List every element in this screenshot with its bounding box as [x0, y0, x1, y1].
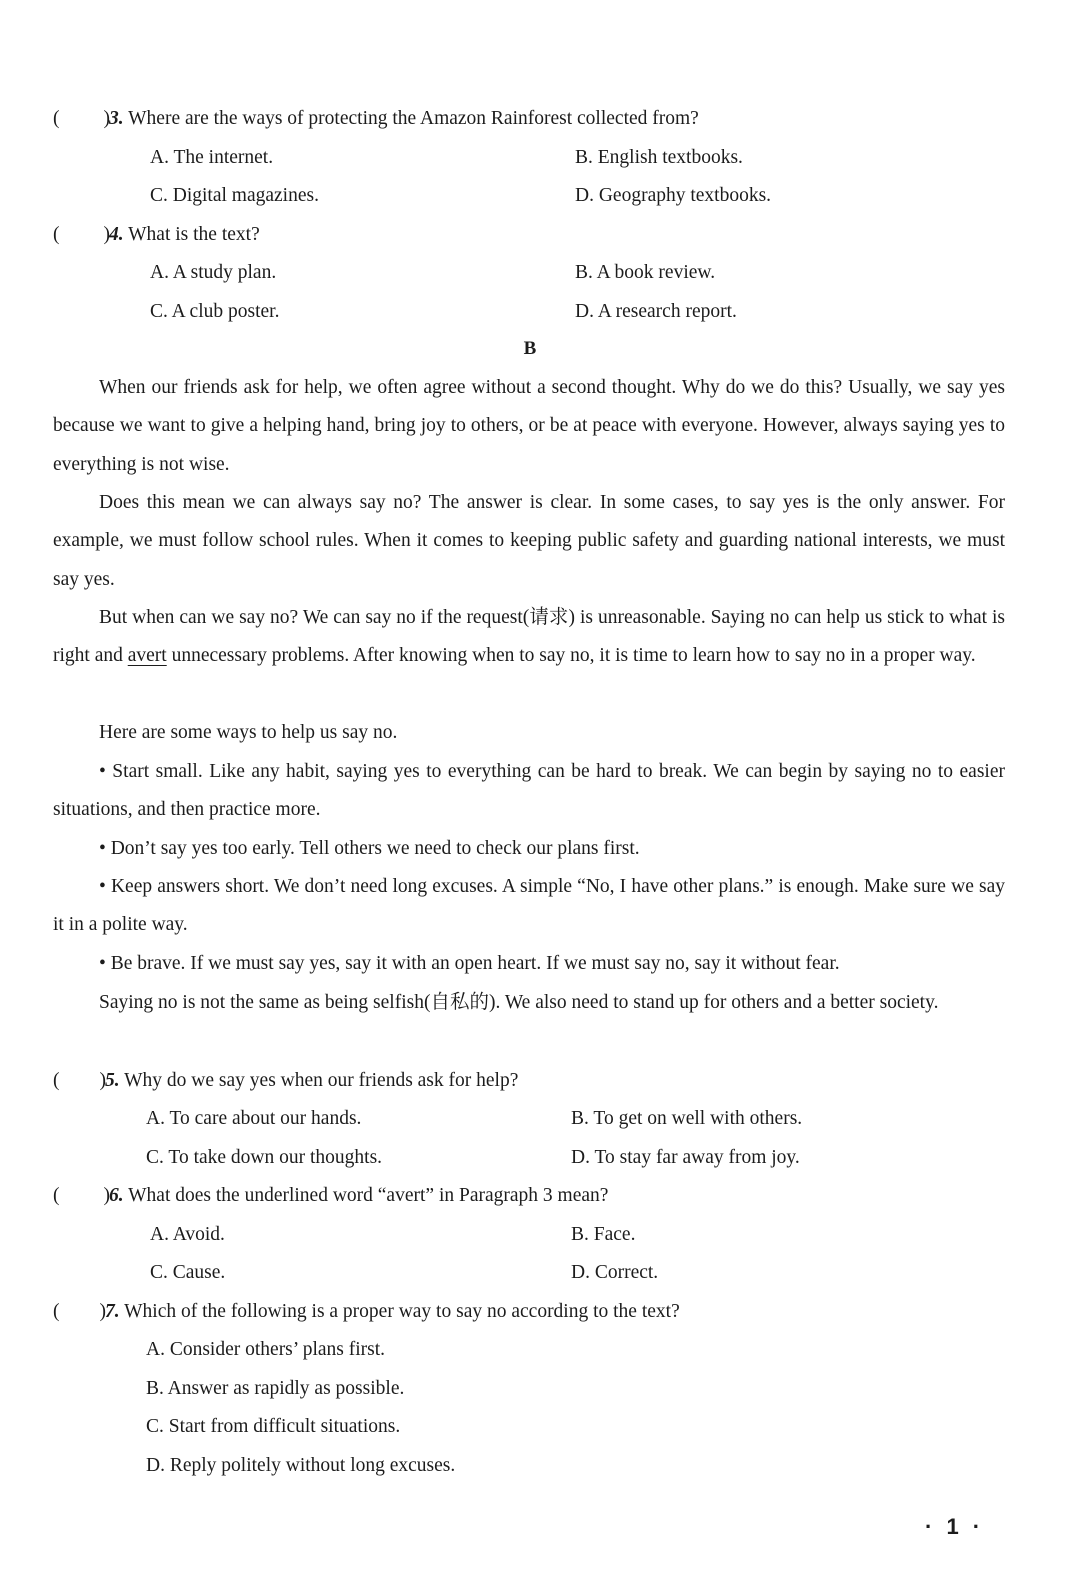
passage-paragraph-5: Saying no is not the same as being selfish(自私的). We also need to stand up for others and a better society.: [99, 992, 939, 1013]
question-4: [53, 223, 260, 247]
question-text: What does the underlined word “avert” in Paragraph 3 mean?: [123, 1185, 609, 1206]
question-3: [53, 107, 699, 131]
option-c: C. Digital magazines.: [150, 185, 319, 206]
option-d: D. A research report.: [575, 301, 737, 322]
question-7: [53, 1300, 680, 1324]
question-text: Which of the following is a proper way to say no according to the text?: [119, 1301, 680, 1322]
passage-paragraph-2: Does this mean we can always say no? The answer is clear. In some cases, to say yes is the only answer. For example, we must follow school rules. When it comes to keeping public safety and guarding national interests, we must say yes.: [53, 492, 1005, 590]
passage-paragraph-1: When our friends ask for help, we often agree without a second thought. Why do we do this? Usually, we say yes because we want to give a helping hand, bring joy to others, or be at peace with everyone. However, always saying yes to everything is not wise.: [53, 377, 1005, 475]
option-c: C. A club poster.: [150, 301, 280, 322]
option-a: A. Avoid.: [150, 1224, 225, 1245]
bullet-keep-short: • Keep answers short. We don’t need long excuses. A simple “No, I have other plans.” is enough. Make sure we say it in a polite way.: [53, 876, 1005, 936]
question-number: 7.: [105, 1301, 120, 1322]
section-label: B: [523, 338, 537, 359]
answer-blank[interactable]: ( ): [53, 1185, 110, 1206]
option-b: B. Face.: [571, 1224, 636, 1245]
question-6: [53, 1184, 608, 1208]
option-b: B. Answer as rapidly as possible.: [146, 1378, 405, 1399]
answer-blank[interactable]: ( ): [53, 108, 110, 129]
underlined-word: avert: [127, 645, 167, 667]
option-c: C. Cause.: [150, 1262, 226, 1283]
option-d: D. Geography textbooks.: [575, 185, 772, 206]
page-number: · 1 ·: [925, 1514, 985, 1539]
answer-blank[interactable]: ( ): [53, 1070, 106, 1091]
question-number: 4.: [109, 224, 124, 245]
question-text: Where are the ways of protecting the Amazon Rainforest collected from?: [123, 108, 699, 129]
option-d: D. Reply politely without long excuses.: [146, 1455, 456, 1476]
question-number: 3.: [109, 108, 124, 129]
option-a: A. To care about our hands.: [146, 1108, 362, 1129]
bullet-start-small: • Start small. Like any habit, saying yes to everything can be hard to break. We can begin by saying no to easier situations, and then practice more.: [53, 761, 1005, 821]
option-a: A. Consider others’ plans first.: [146, 1339, 386, 1360]
question-number: 6.: [109, 1185, 124, 1206]
option-d: D. To stay far away from joy.: [571, 1147, 800, 1168]
passage-paragraph-3: But when can we say no? We can say no if the request(请求) is unreasonable. Saying no can help us stick to what is right and avert unnecessary problems. After knowing when to say no, it is time to learn how to say no in a proper way.: [53, 607, 1005, 667]
answer-blank[interactable]: ( ): [53, 224, 110, 245]
answer-blank[interactable]: ( ): [53, 1301, 106, 1322]
option-c: C. To take down our thoughts.: [146, 1147, 383, 1168]
question-text: What is the text?: [123, 224, 260, 245]
option-d: D. Correct.: [571, 1262, 659, 1283]
option-b: B. A book review.: [575, 262, 716, 283]
passage-paragraph-4: Here are some ways to help us say no.: [99, 722, 398, 743]
question-number: 5.: [105, 1070, 120, 1091]
option-a: A. A study plan.: [150, 262, 277, 283]
option-c: C. Start from difficult situations.: [146, 1416, 401, 1437]
bullet-be-brave: • Be brave. If we must say yes, say it with an open heart. If we must say no, say it without fear.: [99, 953, 840, 974]
option-a: A. The internet.: [150, 147, 274, 168]
bullet-dont-say-yes: • Don’t say yes too early. Tell others we need to check our plans first.: [99, 838, 640, 859]
question-5: [53, 1069, 518, 1093]
option-b: B. English textbooks.: [575, 147, 743, 168]
question-text: Why do we say yes when our friends ask for help?: [119, 1070, 519, 1091]
option-b: B. To get on well with others.: [571, 1108, 803, 1129]
